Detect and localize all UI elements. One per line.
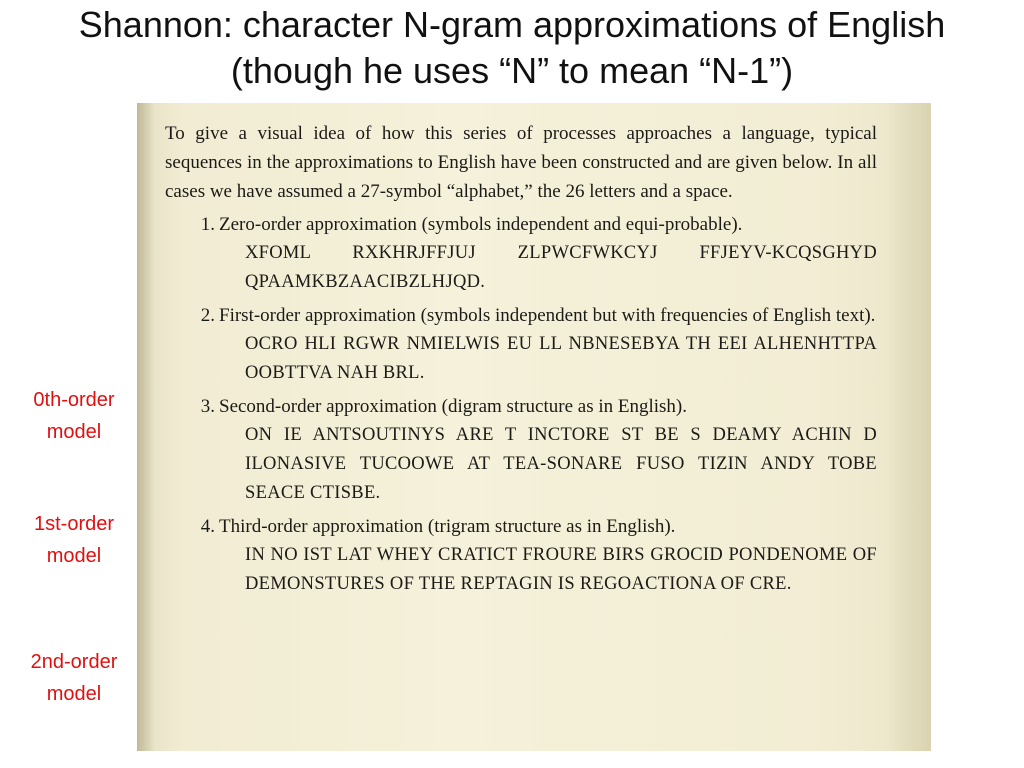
- intro-paragraph: To give a visual idea of how this series of processes approaches a language, typical sequences in the approximations to English have been constructed and are given below. In all cases we have assumed a 27-symbol “alphabet,” the 26 letters and a space.: [165, 123, 877, 202]
- approximation-item-4: [165, 512, 877, 599]
- label-0th-order-model: [6, 384, 142, 448]
- title-line-2: (though he uses “N” to mean “N-1”): [230, 50, 794, 91]
- item-number: 3.: [200, 396, 215, 417]
- label-1st-order-model: [6, 508, 142, 572]
- approximation-item-3: [165, 392, 877, 508]
- item-number: 2.: [200, 305, 215, 326]
- scanned-text: [165, 119, 877, 603]
- label-line-1: 1st-order: [33, 513, 115, 535]
- approximation-item-2: [165, 301, 877, 388]
- approximation-item-1: [165, 210, 877, 297]
- title-line-1: Shannon: character N-gram approximations of English: [78, 4, 946, 45]
- item-sample: IN NO IST LAT WHEY CRATICT FROURE BIRS GROCID PONDENOME OF DEMONSTURES OF THE REPTAGIN IS REGOACTIONA OF CRE.: [245, 545, 877, 594]
- scanned-page-image: [137, 103, 931, 751]
- item-heading: First-order approximation (symbols independent but with frequencies of English text).: [219, 305, 876, 326]
- label-line-1: 2nd-order: [30, 651, 118, 673]
- item-sample: OCRO HLI RGWR NMIELWIS EU LL NBNESEBYA TH EEI ALHENHTTPA OOBTTVA NAH BRL.: [245, 334, 877, 383]
- item-number: 1.: [200, 214, 215, 235]
- label-line-2: model: [46, 683, 102, 705]
- item-sample: ON IE ANTSOUTINYS ARE T INCTORE ST BE S DEAMY ACHIN D ILONASIVE TUCOOWE AT TEA-SONARE FUSO TIZIN ANDY TOBE SEACE CTISBE.: [245, 425, 877, 503]
- slide-title: [0, 2, 1024, 94]
- item-heading: Zero-order approximation (symbols independent and equi-probable).: [219, 214, 743, 235]
- label-line-1: 0th-order: [33, 389, 115, 411]
- item-sample: XFOML RXKHRJFFJUJ ZLPWCFWKCYJ FFJEYV-KCQSGHYD QPAAMKBZAACIBZLHJQD.: [245, 243, 877, 292]
- label-line-2: model: [46, 545, 102, 567]
- item-number: 4.: [200, 516, 215, 537]
- label-2nd-order-model: [6, 646, 142, 710]
- item-heading: Second-order approximation (digram structure as in English).: [219, 396, 688, 417]
- label-line-2: model: [46, 421, 102, 443]
- item-heading: Third-order approximation (trigram structure as in English).: [219, 516, 676, 537]
